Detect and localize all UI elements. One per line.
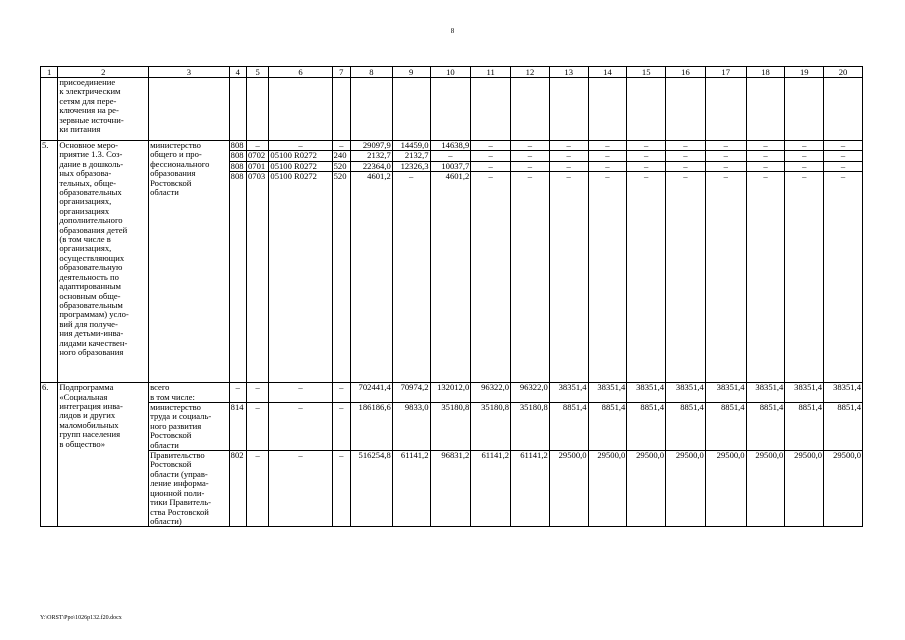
value-cell: 29097,9 <box>350 141 392 151</box>
cell-line: области (управ- <box>150 468 208 479</box>
header-cell-10: 10 <box>430 67 471 78</box>
executor-cell <box>149 383 230 403</box>
value-cell: 516254,8 <box>350 451 392 527</box>
row-number-cell: 5. <box>41 141 58 383</box>
cell-line: (в том числе в <box>59 234 111 245</box>
rz-cell: 0703 <box>246 172 268 383</box>
value-cell: 61141,2 <box>471 451 511 527</box>
cell-line: труда и социаль- <box>150 411 212 422</box>
value-cell: – <box>471 151 511 161</box>
empty-cell <box>549 78 588 141</box>
value-cell: – <box>549 151 588 161</box>
value-cell: – <box>705 151 746 161</box>
cell-line: организациях, <box>59 196 112 207</box>
value-cell: 38351,4 <box>588 383 627 403</box>
value-cell: 186186,6 <box>350 403 392 451</box>
cell-line: вий для получе- <box>59 318 118 329</box>
footer-file-path: Y:\ORST\Ppo\1026p132.f20.docx <box>40 615 122 621</box>
value-cell: 2132,7 <box>350 151 392 161</box>
cell-line: сетям для пере- <box>59 95 117 106</box>
empty-cell <box>824 78 863 141</box>
cell-line: дополнительного <box>59 215 123 226</box>
empty-cell <box>430 78 471 141</box>
value-cell: – <box>785 151 824 161</box>
value-cell: – <box>666 161 706 171</box>
cell-line: тельных, обще- <box>59 177 117 188</box>
empty-cell <box>666 78 706 141</box>
header-cell-7: 7 <box>332 67 350 78</box>
value-cell: – <box>588 141 627 151</box>
csr-cell: – <box>269 403 332 451</box>
cell-line: присоединение <box>59 77 116 87</box>
cell-line: Основное меро- <box>59 140 118 150</box>
value-cell: 8851,4 <box>588 403 627 451</box>
value-cell: 61141,2 <box>392 451 430 527</box>
rz-cell: – <box>246 451 268 527</box>
cell-line: Подпрограмма <box>59 382 114 393</box>
header-cell-16: 16 <box>666 67 706 78</box>
header-row <box>41 67 863 78</box>
cell-line: всего <box>150 382 170 393</box>
value-cell: 38351,4 <box>785 383 824 403</box>
table-row <box>41 141 863 151</box>
value-cell: – <box>430 151 471 161</box>
value-cell: 70974,2 <box>392 383 430 403</box>
value-cell: 8851,4 <box>785 403 824 451</box>
value-cell: – <box>511 161 550 171</box>
header-cell-20: 20 <box>824 67 863 78</box>
value-cell: – <box>746 172 785 383</box>
header-cell-2: 2 <box>58 67 149 78</box>
value-cell: 29500,0 <box>824 451 863 527</box>
value-cell: – <box>705 161 746 171</box>
header-cell-12: 12 <box>511 67 550 78</box>
cell-line: образовательную <box>59 262 123 273</box>
value-cell: – <box>785 141 824 151</box>
value-cell: 8851,4 <box>627 403 666 451</box>
cell-line: маломобильных <box>59 419 119 430</box>
header-cell-11: 11 <box>471 67 511 78</box>
cell-line: ния детьми-инва- <box>59 328 124 339</box>
value-cell: – <box>746 141 785 151</box>
vr-cell: 240 <box>332 151 350 161</box>
cell-line: групп населения <box>59 429 121 440</box>
vr-cell: – <box>332 451 350 527</box>
value-cell: – <box>666 141 706 151</box>
empty-cell <box>511 78 550 141</box>
table-row <box>41 383 863 403</box>
value-cell: 38351,4 <box>666 383 706 403</box>
value-cell: – <box>471 172 511 383</box>
cell-line: министерство <box>150 140 201 150</box>
value-cell: 4601,2 <box>430 172 471 383</box>
cell-line: интеграция инва- <box>59 401 123 412</box>
table-row <box>41 451 863 527</box>
header-cell-9: 9 <box>392 67 430 78</box>
cell-line: ного образования <box>59 346 124 357</box>
value-cell: – <box>746 151 785 161</box>
value-cell: 132012,0 <box>430 383 471 403</box>
executor-cell <box>149 403 230 451</box>
value-cell: 4601,2 <box>350 172 392 383</box>
rz-cell: – <box>246 141 268 151</box>
cell-line: ключения на ре- <box>59 105 119 116</box>
empty-cell <box>269 78 332 141</box>
cell-line: тики Правитель- <box>150 497 211 508</box>
empty-cell <box>332 78 350 141</box>
value-cell: 29500,0 <box>746 451 785 527</box>
value-cell: – <box>627 161 666 171</box>
value-cell: – <box>549 172 588 383</box>
header-cell-4: 4 <box>229 67 246 78</box>
cell-line: дание в дошколь- <box>59 158 124 169</box>
value-cell: 29500,0 <box>666 451 706 527</box>
value-cell: 12326,3 <box>392 161 430 171</box>
header-cell-15: 15 <box>627 67 666 78</box>
value-cell: 38351,4 <box>627 383 666 403</box>
csr-cell: 05100 R0272 <box>269 151 332 161</box>
rz-cell: 0702 <box>246 151 268 161</box>
value-cell: – <box>746 161 785 171</box>
cell-line: «Социальная <box>59 391 108 402</box>
empty-cell <box>229 78 246 141</box>
value-cell: – <box>627 172 666 383</box>
value-cell: 96322,0 <box>471 383 511 403</box>
value-cell: 8851,4 <box>746 403 785 451</box>
vr-cell: – <box>332 403 350 451</box>
grbs-cell: 814 <box>229 403 246 451</box>
grbs-cell: 808 <box>229 161 246 171</box>
cell-line: основным обще- <box>59 290 121 301</box>
cell-line: адаптированным <box>59 281 121 292</box>
vr-cell: 520 <box>332 172 350 383</box>
rz-cell: 0701 <box>246 161 268 171</box>
cell-line: ства Ростовской <box>150 506 209 517</box>
cell-line: Ростовской <box>150 459 192 470</box>
vr-cell: – <box>332 383 350 403</box>
value-cell: – <box>471 141 511 151</box>
value-cell: – <box>392 172 430 383</box>
value-cell: 61141,2 <box>511 451 550 527</box>
value-cell: – <box>588 151 627 161</box>
cell-line: лидов и других <box>59 410 116 421</box>
program-name-cell <box>58 78 149 141</box>
empty-cell <box>705 78 746 141</box>
cell-line: в общество» <box>59 438 106 449</box>
value-cell: 29500,0 <box>705 451 746 527</box>
value-cell: 8851,4 <box>666 403 706 451</box>
header-cell-3: 3 <box>149 67 230 78</box>
value-cell: – <box>627 151 666 161</box>
value-cell: – <box>705 141 746 151</box>
value-cell: 29500,0 <box>549 451 588 527</box>
row-number-cell: 6. <box>41 383 58 527</box>
value-cell: – <box>666 151 706 161</box>
value-cell: 8851,4 <box>705 403 746 451</box>
value-cell: 9833,0 <box>392 403 430 451</box>
grbs-cell: 808 <box>229 141 246 151</box>
header-cell-8: 8 <box>350 67 392 78</box>
program-name-cell <box>58 141 149 383</box>
program-name-cell <box>58 383 149 527</box>
cell-line: образовательным <box>59 299 123 310</box>
cell-line: общего и про- <box>150 149 202 160</box>
empty-cell <box>149 78 230 141</box>
value-cell: – <box>824 161 863 171</box>
value-cell: 38351,4 <box>705 383 746 403</box>
empty-cell <box>785 78 824 141</box>
header-cell-18: 18 <box>746 67 785 78</box>
csr-cell: 05100 R0272 <box>269 172 332 383</box>
empty-cell <box>246 78 268 141</box>
value-cell: 8851,4 <box>824 403 863 451</box>
cell-line: программам) усло- <box>59 309 129 320</box>
cell-line: ление информа- <box>150 478 209 489</box>
value-cell: – <box>588 161 627 171</box>
header-cell-17: 17 <box>705 67 746 78</box>
value-cell: 14459,0 <box>392 141 430 151</box>
cell-line: в том числе: <box>150 391 195 402</box>
cell-line: министерство <box>150 402 201 413</box>
cell-line: образовательных <box>59 187 122 198</box>
value-cell: 2132,7 <box>392 151 430 161</box>
header-cell-19: 19 <box>785 67 824 78</box>
cell-line: деятельность по <box>59 271 119 282</box>
cell-line: образования <box>150 168 196 179</box>
cell-line: области <box>150 439 179 450</box>
value-cell: 10037,7 <box>430 161 471 171</box>
cell-line: организациях, <box>59 243 112 254</box>
cell-line: образования детей <box>59 224 128 235</box>
grbs-cell: – <box>229 383 246 403</box>
csr-cell: 05100 R0272 <box>269 161 332 171</box>
value-cell: 29500,0 <box>785 451 824 527</box>
cell-line: Ростовской <box>150 430 192 441</box>
grbs-cell: 808 <box>229 151 246 161</box>
budget-table <box>40 66 863 527</box>
value-cell: 38351,4 <box>824 383 863 403</box>
cell-line: организациях <box>59 205 110 216</box>
empty-cell <box>392 78 430 141</box>
table-row <box>41 78 863 141</box>
value-cell: – <box>785 172 824 383</box>
header-cell-1: 1 <box>41 67 58 78</box>
table-body <box>41 78 863 527</box>
header-cell-5: 5 <box>246 67 268 78</box>
header-cell-6: 6 <box>269 67 332 78</box>
value-cell: 35180,8 <box>511 403 550 451</box>
value-cell: – <box>824 151 863 161</box>
cell-line: приятие 1.3. Соз- <box>59 149 123 160</box>
value-cell: – <box>666 172 706 383</box>
cell-line: Правительство <box>150 450 205 461</box>
value-cell: 29500,0 <box>627 451 666 527</box>
cell-line: фессионального <box>150 158 210 169</box>
cell-line: ных образова- <box>59 168 112 179</box>
value-cell: – <box>824 141 863 151</box>
csr-cell: – <box>269 451 332 527</box>
value-cell: 14638,9 <box>430 141 471 151</box>
empty-cell <box>350 78 392 141</box>
empty-cell <box>627 78 666 141</box>
cell-line: зервные источни- <box>59 114 124 125</box>
grbs-cell: 808 <box>229 172 246 383</box>
empty-cell <box>746 78 785 141</box>
value-cell: – <box>549 161 588 171</box>
cell-line: к электрическим <box>59 86 121 97</box>
value-cell: – <box>511 141 550 151</box>
vr-cell: 520 <box>332 161 350 171</box>
cell-line: ки питания <box>59 124 101 135</box>
value-cell: 96831,2 <box>430 451 471 527</box>
row-number-cell <box>41 78 58 141</box>
csr-cell: – <box>269 141 332 151</box>
value-cell: 22364,0 <box>350 161 392 171</box>
value-cell: 8851,4 <box>549 403 588 451</box>
value-cell: – <box>705 172 746 383</box>
cell-line: лидами качествен- <box>59 337 128 348</box>
empty-cell <box>471 78 511 141</box>
cell-line: Ростовской <box>150 177 192 188</box>
value-cell: – <box>588 172 627 383</box>
value-cell: 96322,0 <box>511 383 550 403</box>
value-cell: 38351,4 <box>549 383 588 403</box>
table-row <box>41 403 863 451</box>
value-cell: – <box>785 161 824 171</box>
cell-line: ного развития <box>150 420 202 431</box>
value-cell: 29500,0 <box>588 451 627 527</box>
vr-cell: – <box>332 141 350 151</box>
value-cell: 702441,4 <box>350 383 392 403</box>
csr-cell: – <box>269 383 332 403</box>
value-cell: 35180,8 <box>471 403 511 451</box>
executor-cell <box>149 141 230 383</box>
page-number: 8 <box>450 27 455 35</box>
cell-line: области) <box>150 515 182 526</box>
cell-line: ционной поли- <box>150 487 205 498</box>
cell-line: осуществляющих <box>59 252 125 263</box>
cell-line: области <box>150 187 179 198</box>
empty-cell <box>588 78 627 141</box>
rz-cell: – <box>246 403 268 451</box>
value-cell: 38351,4 <box>746 383 785 403</box>
executor-cell <box>149 451 230 527</box>
value-cell: – <box>549 141 588 151</box>
header-cell-13: 13 <box>549 67 588 78</box>
value-cell: – <box>511 151 550 161</box>
grbs-cell: 802 <box>229 451 246 527</box>
rz-cell: – <box>246 383 268 403</box>
value-cell: – <box>824 172 863 383</box>
value-cell: 35180,8 <box>430 403 471 451</box>
header-cell-14: 14 <box>588 67 627 78</box>
value-cell: – <box>627 141 666 151</box>
value-cell: – <box>511 172 550 383</box>
value-cell: – <box>471 161 511 171</box>
